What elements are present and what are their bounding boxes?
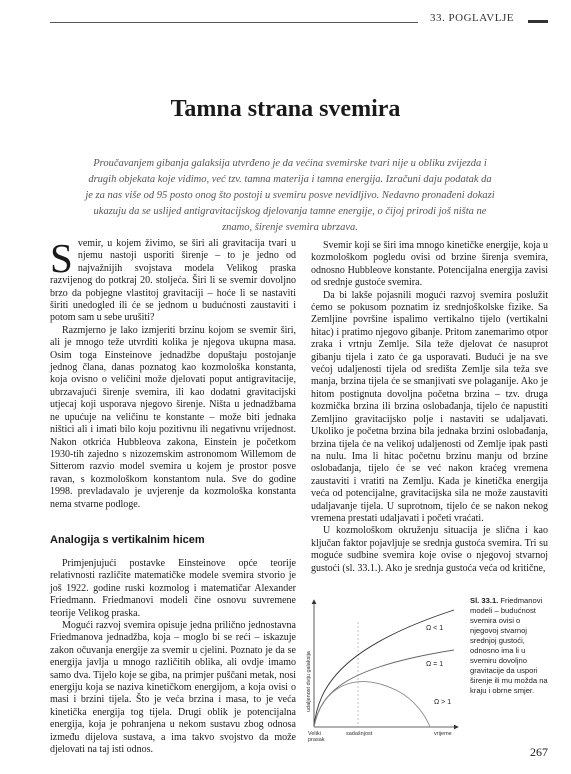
paragraph: Mogući razvoj svemira opisuje jedna prilično jednostavna Friedmanova jednadžba, koja – moglo bi se reći – iskazuje zakon očuvanja energije za svemir u cjelini. Poznato je da se energija javlja u mnogo različitih oblika, ali ovdje imamo samo dva. Tijelo koje se giba, na primjer puščani metak, nosi energiju koja se naziva kinetičkom energijom, a koja ovisi o masi i brzini tijela. Što je veća brzina i masa, to je veća kinetička energija tog tijela. Drugi oblik je potencijalna energija, koja je pohranjena u nekom sustavu zbog odnosa između dijelova sustava, a ima takvo svojstvo da može djelovati na taj isti odnos.: [50, 620, 296, 756]
x-axis-label: vrijeme: [434, 731, 452, 737]
origin-label: Veliki: [308, 731, 321, 737]
paragraph-text: vemir, u kojem živimo, se širi ali gravitacija tvari u njemu nastoji usporiti širenje – to je jedno od najvažnijih svojstava modela Velikog praska razvijenog do potkraj 20. stoljeća. Širi li se svemir dovoljno brzo da pobjegne vlastitoj gravitaciji – hoće li se nastaviti širiti unedogled ili će se jednom u budućnosti zaustaviti i potom sam u sebe urušiti?: [50, 238, 296, 324]
paragraph: [50, 235, 296, 325]
curve-closed: [314, 682, 430, 727]
abstract: Proučavanjem gibanja galaksija utvrđeno je da većina svemirske tvari nije u obliku zvijezda i drugih objekata koje vidimo, već tzv. tamna materija i tamna energija. Izračuni daju podatak da je za nas više od 95 posto onog što postoji u svemiru posve nevidljivo. Nedavno pronađeni dokazi ukazuju da se uslijed antigravitacijskog djelovanja tamne energije, o čijoj prirodi još ništa ne znamo, širenje svemira ubrzava.: [85, 158, 495, 233]
origin-label-2: prasak: [308, 737, 325, 742]
y-axis-label: udaljenost dviju galaksija: [306, 651, 312, 712]
header-rule-right: [528, 20, 548, 23]
paragraph: Primjenjujući postavke Einsteinove opće teorije relativnosti različite matematičke modele svemira stvorio je još 1922. godine ruski kozmolog i matematičar Alexander Friedmann. Friedmanovi modeli čine osnovu suvremene teorije Velikog praska.: [50, 558, 296, 619]
curve-label-closed: Ω > 1: [434, 699, 452, 706]
paragraph: Razmjerno je lako izmjeriti brzinu kojom se svemir širi, ali je mnogo teže utvrditi kolika je njegova ukupna masa. Osim toga Einsteinove jednadžbe dopuštaju postojanje jednog člana, danas poznatog kao kozmološka konstanta, koja ovisno o veličini može djelovati poput antigravitacije, ubrzavajući širenje svemira, ili kao dodatni gravitacijski utjecaj koji usporava njegovo širenje. Ništa u jednadžbama ne upućuje na veličinu te konstante – može biti jednaka ništici ali i imati bilo koju pozitivnu ili negativnu vrijednost. Nakon otkrića Hubbleova zakona, Einstein je početkom 1930-tih zajedno s nizozemskim astronomom Willemom de Sitterom razvio model svemira u kojem je prostor posve ravan, s kozmološkom konstantom nula. Sve do godine 1998. prevladavalo je uvjerenje da kozmološka konstanta nema stvarne podloge.: [50, 324, 296, 510]
left-column-lower: [50, 558, 296, 757]
right-column: [311, 240, 548, 575]
curve-label-flat: Ω = 1: [426, 661, 444, 668]
figure-caption: [470, 596, 548, 696]
section-heading: Analogija s vertikalnim hicem: [50, 534, 205, 546]
header-rule-left: [50, 22, 418, 23]
paragraph: Da bi lakše pojasnili mogući razvoj svemira poslužit ćemo se pokusom poznatim iz srednjoškolske fizike. Sa Zemljine površine ispalimo vertikalno tijelo (vertikalni hitac) i pratimo njegovo gibanje. Pritom zanemarimo otpor zraka i vrtnju Zemlje. Sila teže djelovat će nasuprot gibanju tijela i zato će ga usporavati. Budući je na sve većoj udaljenosti tijela od središta Zemlje sila teža sve manja, brzina tijela će se smanjivati sve polaganije. Ako je hitom postignuta dovoljna početna brzina – tzv. druga kozmička brzina ili brzina oslobađanja, tijelo će napustiti Zemljino gravitacijsko polje i nastaviti se udaljavati. Ukoliko je početna brzina bila jednaka brzini oslobađanja, brzina tijela će na velikoj udaljenosti od Zemlje ipak pasti na nulu. Ima li hitac početnu brzinu manju od brzine oslobađanja, tijelo će se već nakon kraćeg vremena zaustaviti i vratiti na Zemlju. Kada je kinetička energija veća od potencijalne, gravitacijska sila ne može zaustaviti udaljavanje tijela. U suprotnom, tijelo će se nakon nekog vremena prestati udaljavati i početi vraćati.: [311, 289, 548, 524]
drop-cap: S: [50, 235, 73, 281]
caption-id: Sl. 33.1.: [470, 596, 499, 605]
page-number: 267: [530, 745, 548, 759]
curve-label-open: Ω < 1: [426, 625, 444, 632]
paragraph: U kozmološkom okruženju situacija je slična i kao ključan faktor pojavljuje se srednja gustoća svemira. Tri su moguće sudbine svemira koje ovise o njegovoj stvarnoj gustoći (sl. 33.1.). Ako je srednja gustoća veća od kritične,: [311, 525, 548, 574]
caption-text: Friedmanovi modeli – budućnost svemira ovisi o njegovoj stvarnoj srednjoj gustoći, odnosno ima li u svemiru dovoljno gravitacije da uspori širenje ili mu možda na kraju i obrne smjer.: [470, 596, 548, 695]
chapter-label: 33. POGLAVLJE: [430, 12, 514, 24]
friedmann-models-diagram: [306, 592, 466, 742]
paragraph: Svemir koji se širi ima mnogo kinetičke energije, koja u kozmološkom pogledu ovisi od brzine širenja svemira, odnosno Hubbleove konstante. Potencijalna energija zavisi od srednje gustoće svemira.: [311, 240, 548, 289]
left-column: [50, 235, 296, 511]
present-label: sadašnjost: [346, 731, 373, 737]
page-title: Tamna strana svemira: [170, 96, 401, 122]
